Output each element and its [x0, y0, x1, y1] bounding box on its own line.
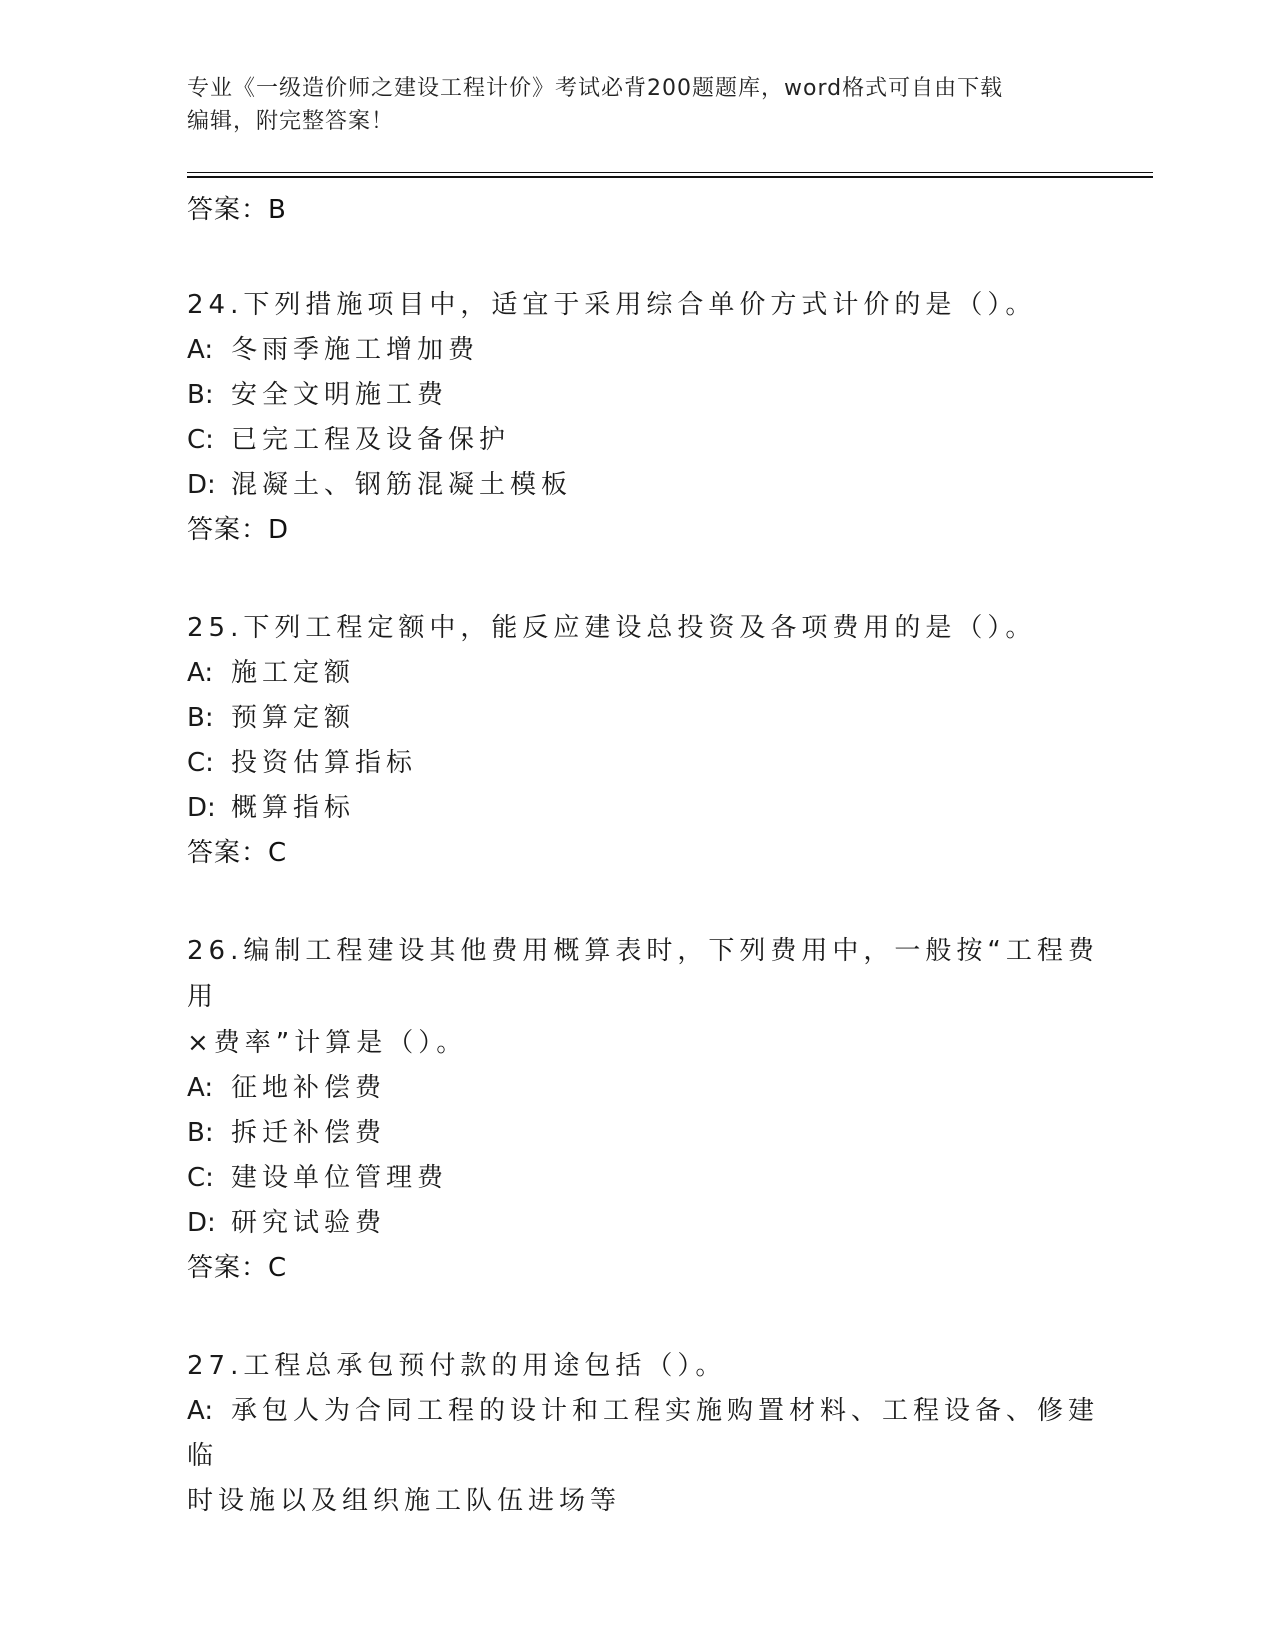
option-text: 安全文明施工费 [231, 380, 449, 410]
question-stem-line-1: 26.编制工程建设其他费用概算表时，下列费用中，一般按“工程费用 [187, 936, 1099, 1012]
option-letter: B: [187, 1118, 214, 1148]
option-letter: A: [187, 658, 214, 688]
option-letter: A: [187, 335, 214, 365]
question-25 [187, 605, 1107, 876]
header-line-2: 编辑，附完整答案！ [187, 109, 395, 134]
option-text: 投资估算指标 [231, 748, 418, 778]
option-letter: D: [187, 470, 216, 500]
option-a-continuation: 时设施以及组织施工队伍进场等 [187, 1486, 622, 1516]
option-c [187, 741, 1107, 786]
option-text: 建设单位管理费 [231, 1163, 449, 1193]
question-stem: 25.下列工程定额中，能反应建设总投资及各项费用的是（）。 [187, 613, 1037, 643]
option-text: 已完工程及设备保护 [231, 425, 511, 455]
option-letter: B: [187, 703, 214, 733]
option-d [187, 786, 1107, 831]
option-letter: D: [187, 1208, 216, 1238]
option-b [187, 696, 1107, 741]
question-answer: 答案：C [187, 838, 288, 868]
question-stem: 27.工程总承包预付款的用途包括（）。 [187, 1351, 727, 1381]
option-d [187, 463, 1107, 508]
option-text: 冬雨季施工增加费 [231, 335, 480, 365]
question-answer: 答案：C [187, 1253, 288, 1283]
option-letter: D: [187, 793, 216, 823]
option-d [187, 1201, 1107, 1246]
option-text: 研究试验费 [231, 1208, 387, 1238]
option-text: 预算定额 [231, 703, 356, 733]
option-text-line-1: 承包人为合同工程的设计和工程实施购置材料、工程设备、修建临 [187, 1396, 1100, 1471]
option-letter: C: [187, 1163, 214, 1193]
header-line-1: 专业《一级造价师之建设工程计价》考试必背200题题库，word格式可自由下载 [187, 76, 1004, 101]
option-a [187, 1389, 1107, 1479]
question-content [187, 190, 1107, 1524]
option-a [187, 1066, 1107, 1111]
question-27 [187, 1343, 1107, 1524]
previous-answer: 答案：B [187, 195, 287, 225]
option-text: 拆迁补偿费 [231, 1118, 387, 1148]
question-stem-line-2: ×费率”计算是（）。 [187, 1028, 468, 1058]
option-text: 概算指标 [231, 793, 356, 823]
option-b [187, 1111, 1107, 1156]
option-c [187, 1156, 1107, 1201]
option-letter: A: [187, 1073, 214, 1103]
header-divider-thick [187, 176, 1153, 178]
option-letter: C: [187, 748, 214, 778]
header-divider-thin [187, 172, 1153, 173]
option-b [187, 373, 1107, 418]
question-answer: 答案：D [187, 515, 290, 545]
question-stem: 24.下列措施项目中，适宜于采用综合单价方式计价的是（）。 [187, 290, 1037, 320]
option-text: 混凝土、钢筋混凝土模板 [231, 470, 573, 500]
option-a [187, 651, 1107, 696]
option-a [187, 328, 1107, 373]
option-text: 征地补偿费 [231, 1073, 387, 1103]
option-c [187, 418, 1107, 463]
option-letter: A: [187, 1396, 214, 1426]
option-letter: C: [187, 425, 214, 455]
question-24 [187, 282, 1107, 553]
option-text: 施工定额 [231, 658, 356, 688]
question-26 [187, 928, 1107, 1291]
page-header [187, 72, 1087, 138]
option-letter: B: [187, 380, 214, 410]
